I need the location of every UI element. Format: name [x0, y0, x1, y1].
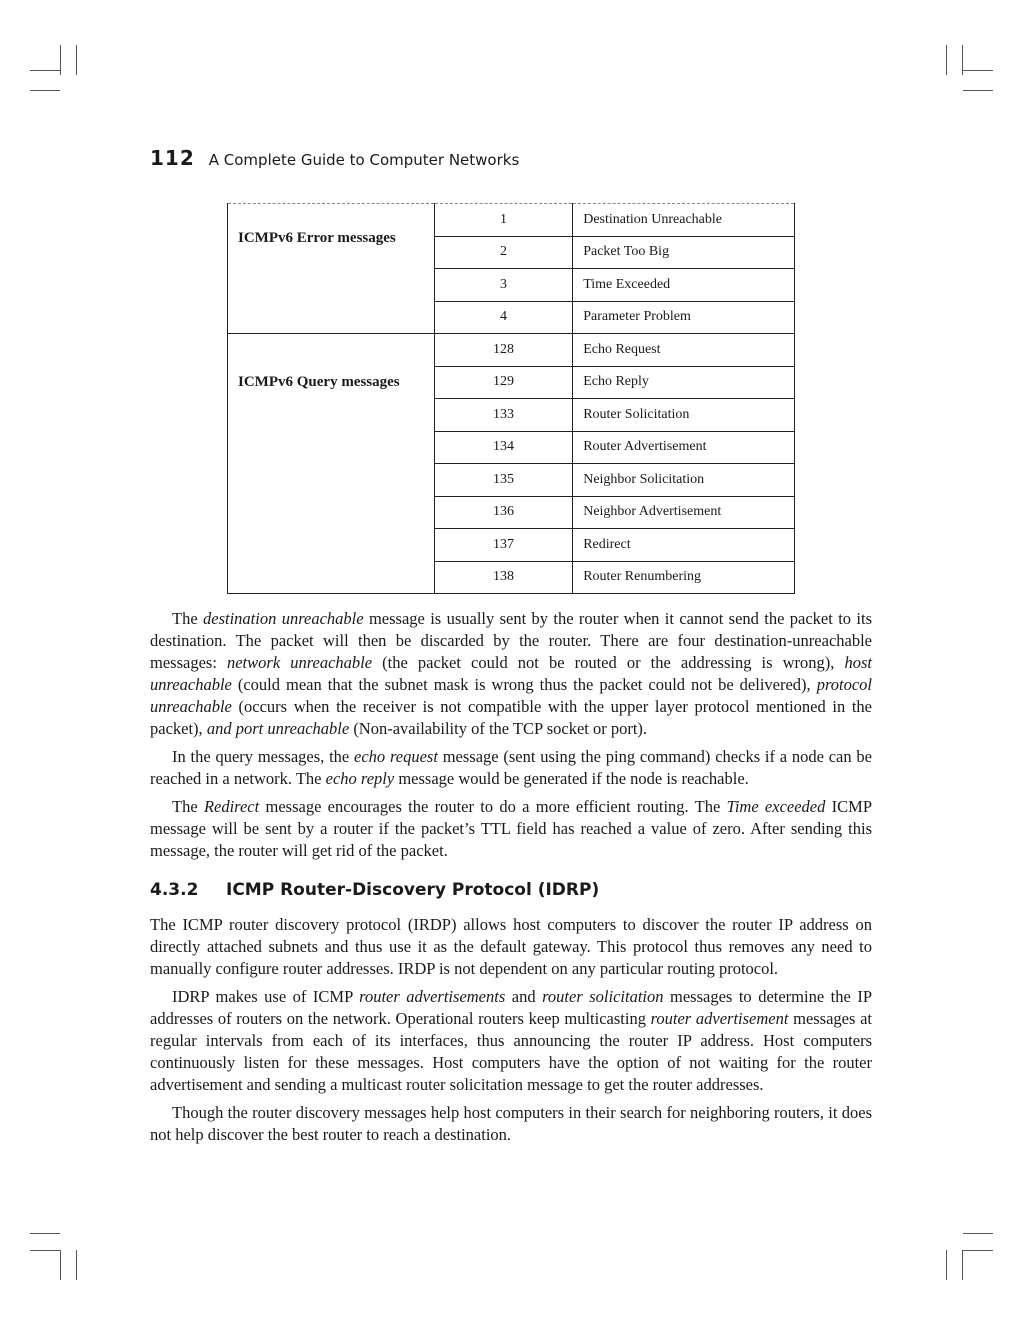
text-run: (occurs when the receiver is not compatible with the upper layer protocol mentioned in the packet), [150, 697, 872, 738]
section-number: 4.3.2 [150, 880, 199, 900]
text-run: ICMP message will be sent by a router if the packet’s TTL field has reached a value of zero. After sending this message, the router will get rid of the packet. [150, 797, 872, 860]
italic-term: echo request [354, 747, 438, 766]
crop-mark [963, 90, 993, 91]
message-type: 134 [434, 431, 572, 464]
text-run: (could mean that the subnet mask is wrong thus the packet could not be delivered), [231, 675, 817, 694]
italic-term: echo reply [325, 769, 395, 788]
text-run: IDRP makes use of ICMP [172, 987, 360, 1006]
paragraph [150, 608, 872, 740]
message-name: Parameter Problem [573, 301, 795, 334]
crop-mark [60, 1250, 61, 1280]
query-messages-label: ICMPv6 Query messages [228, 334, 435, 594]
message-type: 1 [434, 204, 572, 237]
italic-term: Time exceeded [726, 797, 826, 816]
section-title: ICMP Router-Discovery Protocol (IDRP) [226, 880, 600, 900]
message-name: Router Advertisement [573, 431, 795, 464]
page-number: 112 [150, 146, 195, 170]
italic-term: host unreachable [150, 653, 872, 694]
message-type: 2 [434, 236, 572, 269]
text-run: and [505, 987, 543, 1006]
book-title: A Complete Guide to Computer Networks [208, 151, 520, 169]
crop-mark [962, 45, 963, 75]
crop-mark [60, 45, 61, 75]
paragraph: Though the router discovery messages help host computers in their search for neighboring routers, it does not help discover the best router to reach a destination. [150, 1103, 872, 1144]
paragraph [150, 986, 872, 1096]
message-type: 136 [434, 496, 572, 529]
text-run: (Non-availability of the TCP socket or port). [349, 719, 648, 738]
crop-mark [963, 1233, 993, 1234]
italic-term: router advertisements [359, 987, 506, 1006]
table-row [228, 334, 795, 367]
italic-term: router advertisement [650, 1009, 789, 1028]
message-name: Echo Request [573, 334, 795, 367]
text-run: messages at regular intervals from each of its interfaces, thus announcing the router IP address. Host computers continuously listen for these messages. Host computers have the option of not waiting for the router advertisement and sending a multicast router solicitation message to get the router addresses. [150, 1009, 872, 1094]
message-name: Redirect [573, 529, 795, 562]
crop-mark [946, 1250, 947, 1280]
italic-term: destination unreachable [203, 609, 364, 628]
message-name: Time Exceeded [573, 269, 795, 302]
crop-mark [30, 70, 60, 71]
crop-mark [76, 45, 77, 75]
message-name: Router Renumbering [573, 561, 795, 594]
text-run: message (sent using the ping command) checks if a node can be reached in a network. The [150, 747, 872, 788]
crop-mark [30, 1250, 60, 1251]
italic-term: Redirect [203, 797, 260, 816]
message-type: 129 [434, 366, 572, 399]
italic-term: network unreachable [226, 653, 373, 672]
icmpv6-message-table [227, 203, 795, 594]
crop-mark [30, 90, 60, 91]
message-name: Router Solicitation [573, 399, 795, 432]
text-run: message encourages the router to do a more efficient routing. The [259, 797, 727, 816]
message-type: 135 [434, 464, 572, 497]
error-messages-label: ICMPv6 Error messages [228, 204, 435, 334]
text-run: messages to determine the IP addresses of routers on the network. Operational routers keep multicasting [150, 987, 872, 1028]
message-type: 4 [434, 301, 572, 334]
crop-mark [963, 1250, 993, 1251]
crop-mark [963, 70, 993, 71]
text-block-lower [150, 914, 872, 1152]
message-name: Neighbor Advertisement [573, 496, 795, 529]
paragraph [150, 746, 872, 790]
message-name: Destination Unreachable [573, 204, 795, 237]
message-type: 128 [434, 334, 572, 367]
text-run: message would be generated if the node is reachable. [394, 769, 749, 788]
message-name: Echo Reply [573, 366, 795, 399]
message-name: Neighbor Solicitation [573, 464, 795, 497]
text-run: In the query messages, the [172, 747, 355, 766]
italic-term: router solicitation [542, 987, 664, 1006]
paragraph: The ICMP router discovery protocol (IRDP) allows host computers to discover the router IP address on directly attached subnets and thus use it as the default gateway. This protocol thus removes any need to manually configure router addresses. IRDP is not dependent on any particular routing protocol. [150, 915, 872, 978]
crop-mark [76, 1250, 77, 1280]
text-block-upper [150, 608, 872, 868]
italic-term: and port unreachable [206, 719, 350, 738]
text-run: message is usually sent by the router when it cannot send the packet to its destination. The packet will then be discarded by the router. There are four destination-unreachable messages: [150, 609, 872, 672]
running-header [150, 146, 519, 176]
message-type: 3 [434, 269, 572, 302]
text-run: The [172, 609, 204, 628]
paragraph [150, 796, 872, 862]
text-run: (the packet could not be routed or the addressing is wrong), [372, 653, 845, 672]
crop-mark [946, 45, 947, 75]
message-type: 133 [434, 399, 572, 432]
crop-mark [962, 1250, 963, 1280]
table-row [228, 204, 795, 237]
message-type: 138 [434, 561, 572, 594]
italic-term: protocol unreachable [150, 675, 872, 716]
text-run: The [172, 797, 204, 816]
message-type: 137 [434, 529, 572, 562]
message-name: Packet Too Big [573, 236, 795, 269]
crop-mark [30, 1233, 60, 1234]
section-heading [150, 880, 599, 900]
